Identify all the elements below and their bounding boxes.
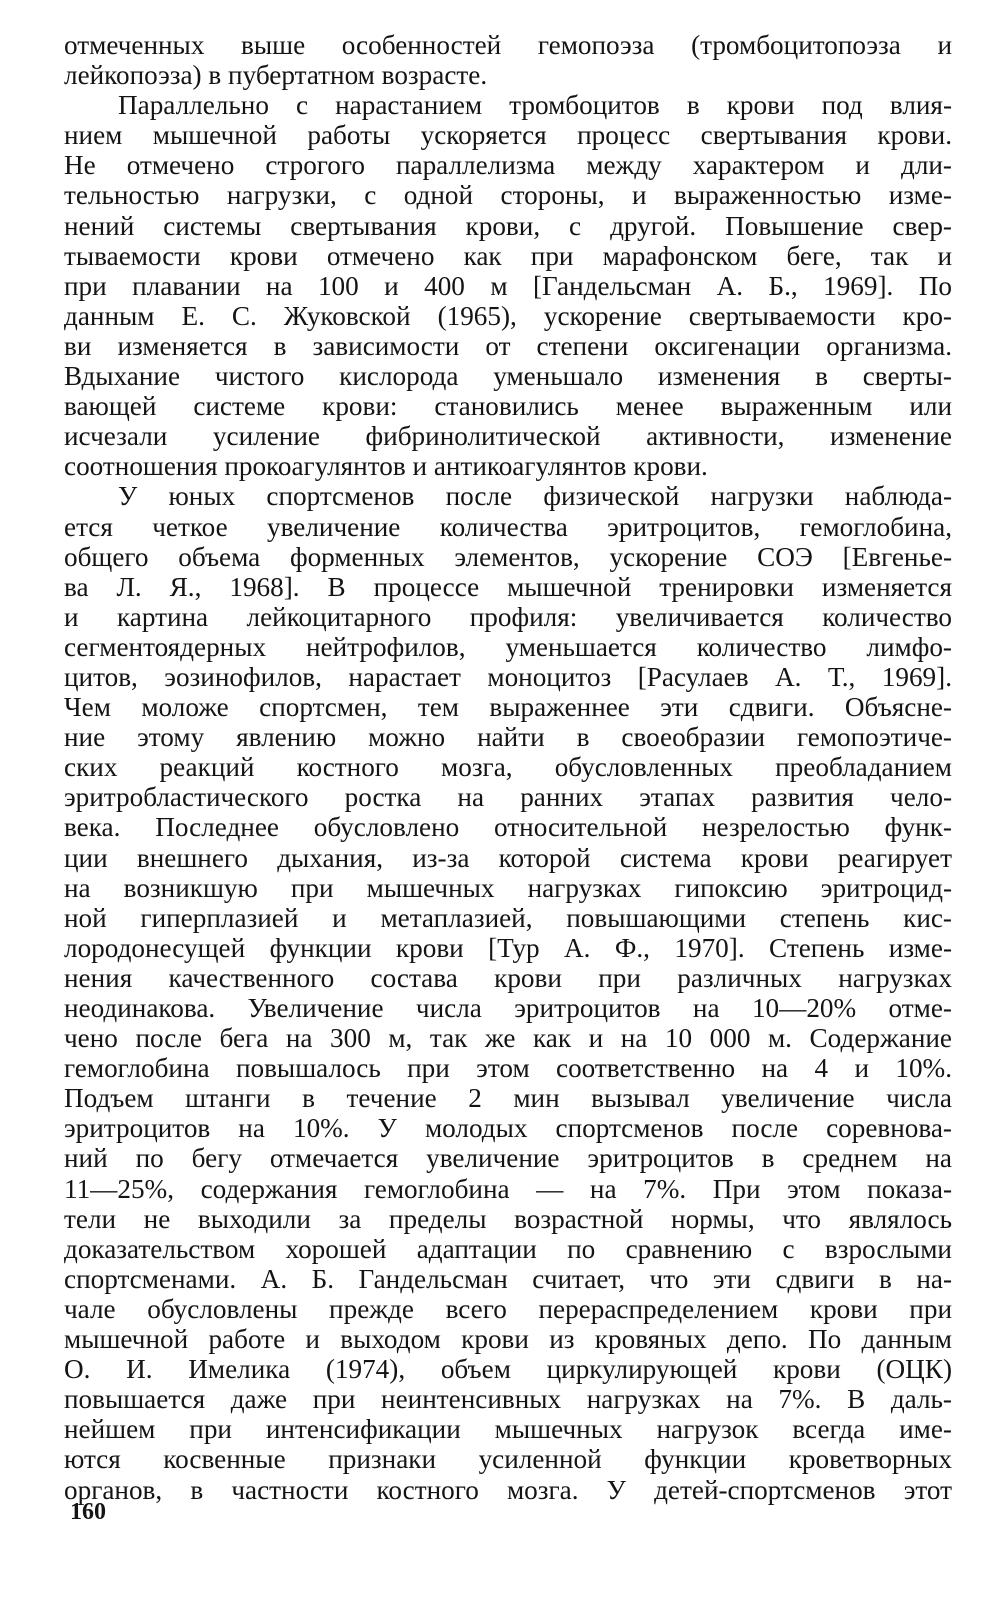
text-line: органов, в частности костного мозга. У детей-спортсменов этот xyxy=(64,1474,952,1505)
text-line: чено после бега на 300 м, так же как и на 10 000 м. Содержание xyxy=(64,1023,952,1054)
text-line: цитов, эозинофилов, нарастает моноцитоз [Расулаев А. Т., 1969]. xyxy=(64,661,952,692)
paragraph-1 xyxy=(64,30,952,90)
text-line: Вдыхание чистого кислорода уменьшало изменения в сверты- xyxy=(64,361,952,392)
paragraph-2 xyxy=(64,90,952,481)
text-line: ции внешнего дыхания, из-за которой система крови реагирует xyxy=(64,842,952,873)
text-line: лородонесущей функции крови [Тур А. Ф., 1970]. Степень изме- xyxy=(64,932,952,963)
text-line: соотношения прокоагулянтов и антикоагулянтов крови. xyxy=(64,451,708,482)
text-line: О. И. Имелика (1974), объем циркулирующей крови (ОЦК) xyxy=(64,1354,952,1385)
text-line: вающей системе крови: становились менее выраженным или xyxy=(64,391,952,422)
text-line: повышается даже при неинтенсивных нагрузках на 7%. В даль- xyxy=(64,1384,952,1415)
text-line: лейкопоэза) в пубертатном возрасте. xyxy=(64,60,488,91)
text-line: неодинакова. Увеличение числа эритроцитов на 10—20% отме- xyxy=(64,993,952,1023)
text-line: Подъем штанги в течение 2 мин вызывал увеличение числа xyxy=(64,1083,952,1114)
text-line: тели не выходили за пределы возрастной нормы, что являлось xyxy=(64,1203,952,1234)
text-line: нием мышечной работы ускоряется процесс свертывания крови. xyxy=(64,120,952,151)
text-line: ских реакций костного мозга, обусловленных преобладанием xyxy=(64,752,952,783)
text-line: мышечной работе и выходом крови из кровяных депо. По данным xyxy=(64,1324,952,1355)
text-line: эритроцитов на 10%. У молодых спортсменов после соревнова- xyxy=(64,1113,952,1144)
page-text xyxy=(64,30,952,1505)
text-line: гемоглобина повышалось при этом соответственно на 4 и 10%. xyxy=(64,1053,952,1084)
text-line: тельностью нагрузки, с одной стороны, и выраженностью изме- xyxy=(64,180,952,211)
text-line: эритробластического ростка на ранних этапах развития чело- xyxy=(64,782,952,813)
text-line: Параллельно с нарастанием тромбоцитов в крови под влия- xyxy=(118,90,952,121)
text-line: века. Последнее обусловлено относительной незрелостью функ- xyxy=(64,812,952,843)
text-line: ва Л. Я., 1968]. В процессе мышечной тренировки изменяется xyxy=(64,571,952,602)
text-line: Чем моложе спортсмен, тем выраженнее эти сдвиги. Объясне- xyxy=(64,692,952,723)
text-line: на возникшую при мышечных нагрузках гипоксию эритроцид- xyxy=(64,872,952,903)
text-line: спортсменами. А. Б. Гандельсман считает, что эти сдвиги в на- xyxy=(64,1263,952,1294)
page-number: 160 xyxy=(70,1499,106,1525)
text-line: ви изменяется в зависимости от степени оксигенации организма. xyxy=(64,330,952,361)
text-line: ется четкое увеличение количества эритроцитов, гемоглобина, xyxy=(64,511,952,542)
text-line: Не отмечено строгого параллелизма между характером и дли- xyxy=(64,150,952,181)
text-line: при плавании на 100 и 400 м [Гандельсман А. Б., 1969]. По xyxy=(64,270,952,301)
text-line: У юных спортсменов после физической нагрузки наблюда- xyxy=(118,481,952,512)
text-line: доказательством хорошей адаптации по сравнению с взрослыми xyxy=(64,1233,952,1264)
text-line: 11—25%, содержания гемоглобина — на 7%. При этом показа- xyxy=(64,1173,952,1204)
text-line: и картина лейкоцитарного профиля: увеличивается количество xyxy=(64,601,952,632)
text-line: данным Е. С. Жуковской (1965), ускорение свертываемости кро- xyxy=(64,300,952,331)
text-line: общего объема форменных элементов, ускорение СОЭ [Евгенье- xyxy=(64,541,952,572)
text-line: чале обусловлены прежде всего перераспределением крови при xyxy=(64,1293,952,1324)
text-line: ние этому явлению можно найти в своеобразии гемопоэтиче- xyxy=(64,722,952,753)
text-line: тываемости крови отмечено как при марафонском беге, так и xyxy=(64,240,952,271)
text-line: исчезали усиление фибринолитической активности, изменение xyxy=(64,421,952,452)
text-line: сегментоядерных нейтрофилов, уменьшается количество лимфо- xyxy=(64,631,952,662)
text-line: ний по бегу отмечается увеличение эритроцитов в среднем на xyxy=(64,1143,952,1174)
text-line: ются косвенные признаки усиленной функции кроветворных xyxy=(64,1444,952,1475)
paragraph-3 xyxy=(64,481,952,1504)
text-line: нейшем при интенсификации мышечных нагрузок всегда име- xyxy=(64,1414,952,1445)
text-line: ной гиперплазией и метаплазией, повышающими степень кис- xyxy=(64,902,952,933)
text-line: нений системы свертывания крови, с другой. Повышение свер- xyxy=(64,210,952,241)
text-line: отмеченных выше особенностей гемопоэза (тромбоцитопоэза и xyxy=(64,30,952,60)
text-line: нения качественного состава крови при различных нагрузках xyxy=(64,962,952,993)
